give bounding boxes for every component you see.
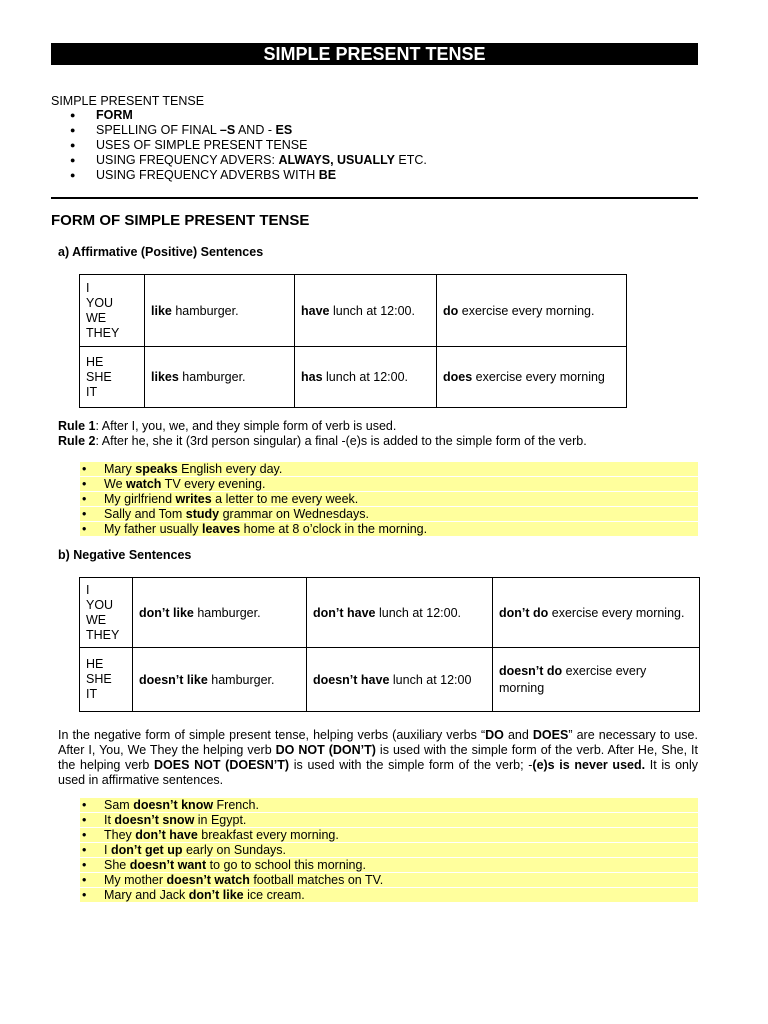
page-title: SIMPLE PRESENT TENSE — [51, 43, 698, 65]
table-cell: doesn’t like hamburger. — [133, 648, 307, 712]
table-cell: don’t have lunch at 12:00. — [307, 578, 493, 648]
table-cell: doesn’t do exercise every morning — [493, 648, 700, 712]
example-item: • My mother doesn’t watch football matches on TV. — [80, 873, 698, 887]
pronoun-cell: I YOU WE THEY — [80, 578, 133, 648]
table-cell: do exercise every morning. — [437, 275, 627, 347]
table-cell: doesn’t have lunch at 12:00 — [307, 648, 493, 712]
negative-examples — [80, 798, 698, 903]
rule-1: Rule 1: After I, you, we, and they simple form of verb is used. — [58, 419, 397, 433]
example-item: • They don’t have breakfast every morning. — [80, 828, 698, 842]
table-cell: don’t do exercise every morning. — [493, 578, 700, 648]
table-cell: have lunch at 12:00. — [295, 275, 437, 347]
table-cell: does exercise every morning — [437, 347, 627, 408]
toc-item: ● FORM — [70, 108, 427, 123]
pronoun-cell: HE SHE IT — [80, 648, 133, 712]
example-item: • Mary and Jack don’t like ice cream. — [80, 888, 698, 902]
negative-heading: b) Negative Sentences — [58, 548, 192, 562]
table-cell: like hamburger. — [145, 275, 295, 347]
pronoun-cell: I YOU WE THEY — [80, 275, 145, 347]
table-row — [80, 578, 700, 648]
example-item: • Mary speaks English every day. — [80, 462, 698, 476]
example-item: • It doesn’t snow in Egypt. — [80, 813, 698, 827]
example-item: • I don’t get up early on Sundays. — [80, 843, 698, 857]
affirmative-examples — [80, 462, 698, 537]
toc-heading: SIMPLE PRESENT TENSE — [51, 94, 205, 108]
negative-table — [79, 577, 700, 712]
table-cell: likes hamburger. — [145, 347, 295, 408]
example-item: • My father usually leaves home at 8 o’clock in the morning. — [80, 522, 698, 536]
pronoun-cell: HE SHE IT — [80, 347, 145, 408]
table-row — [80, 347, 627, 408]
toc-item: ● USING FREQUENCY ADVERBS WITH BE — [70, 168, 427, 183]
negative-explanation: In the negative form of simple present tense, helping verbs (auxiliary verbs “DO and DOES” are necessary to use. After I, You, We They the helping verb DO NOT (DON’T) is used with the simple form of the verb. After He, She, It the helping verb DOES NOT (DOESN’T) is used with the simple form of the verb; -(e)s is never used. It is only used in affirmative sentences. — [58, 728, 698, 787]
example-item: • We watch TV every evening. — [80, 477, 698, 491]
example-item: • My girlfriend writes a letter to me every week. — [80, 492, 698, 506]
table-cell: has lunch at 12:00. — [295, 347, 437, 408]
toc-item: ● USING FREQUENCY ADVERS: ALWAYS, USUALLY ETC. — [70, 153, 427, 168]
rule-2: Rule 2: After he, she it (3rd person singular) a final -(e)s is added to the simple form of the verb. — [58, 434, 587, 448]
section-title: FORM OF SIMPLE PRESENT TENSE — [51, 212, 310, 229]
affirmative-table — [79, 274, 627, 408]
toc-list — [70, 108, 427, 183]
table-row — [80, 648, 700, 712]
example-item: • Sally and Tom study grammar on Wednesdays. — [80, 507, 698, 521]
table-cell: don’t like hamburger. — [133, 578, 307, 648]
table-row — [80, 275, 627, 347]
example-item: • Sam doesn’t know French. — [80, 798, 698, 812]
toc-item: ● SPELLING OF FINAL –S AND - ES — [70, 123, 427, 138]
toc-item: ● USES OF SIMPLE PRESENT TENSE — [70, 138, 427, 153]
example-item: • She doesn’t want to go to school this morning. — [80, 858, 698, 872]
horizontal-divider — [51, 197, 698, 199]
affirmative-heading: a) Affirmative (Positive) Sentences — [58, 245, 264, 259]
